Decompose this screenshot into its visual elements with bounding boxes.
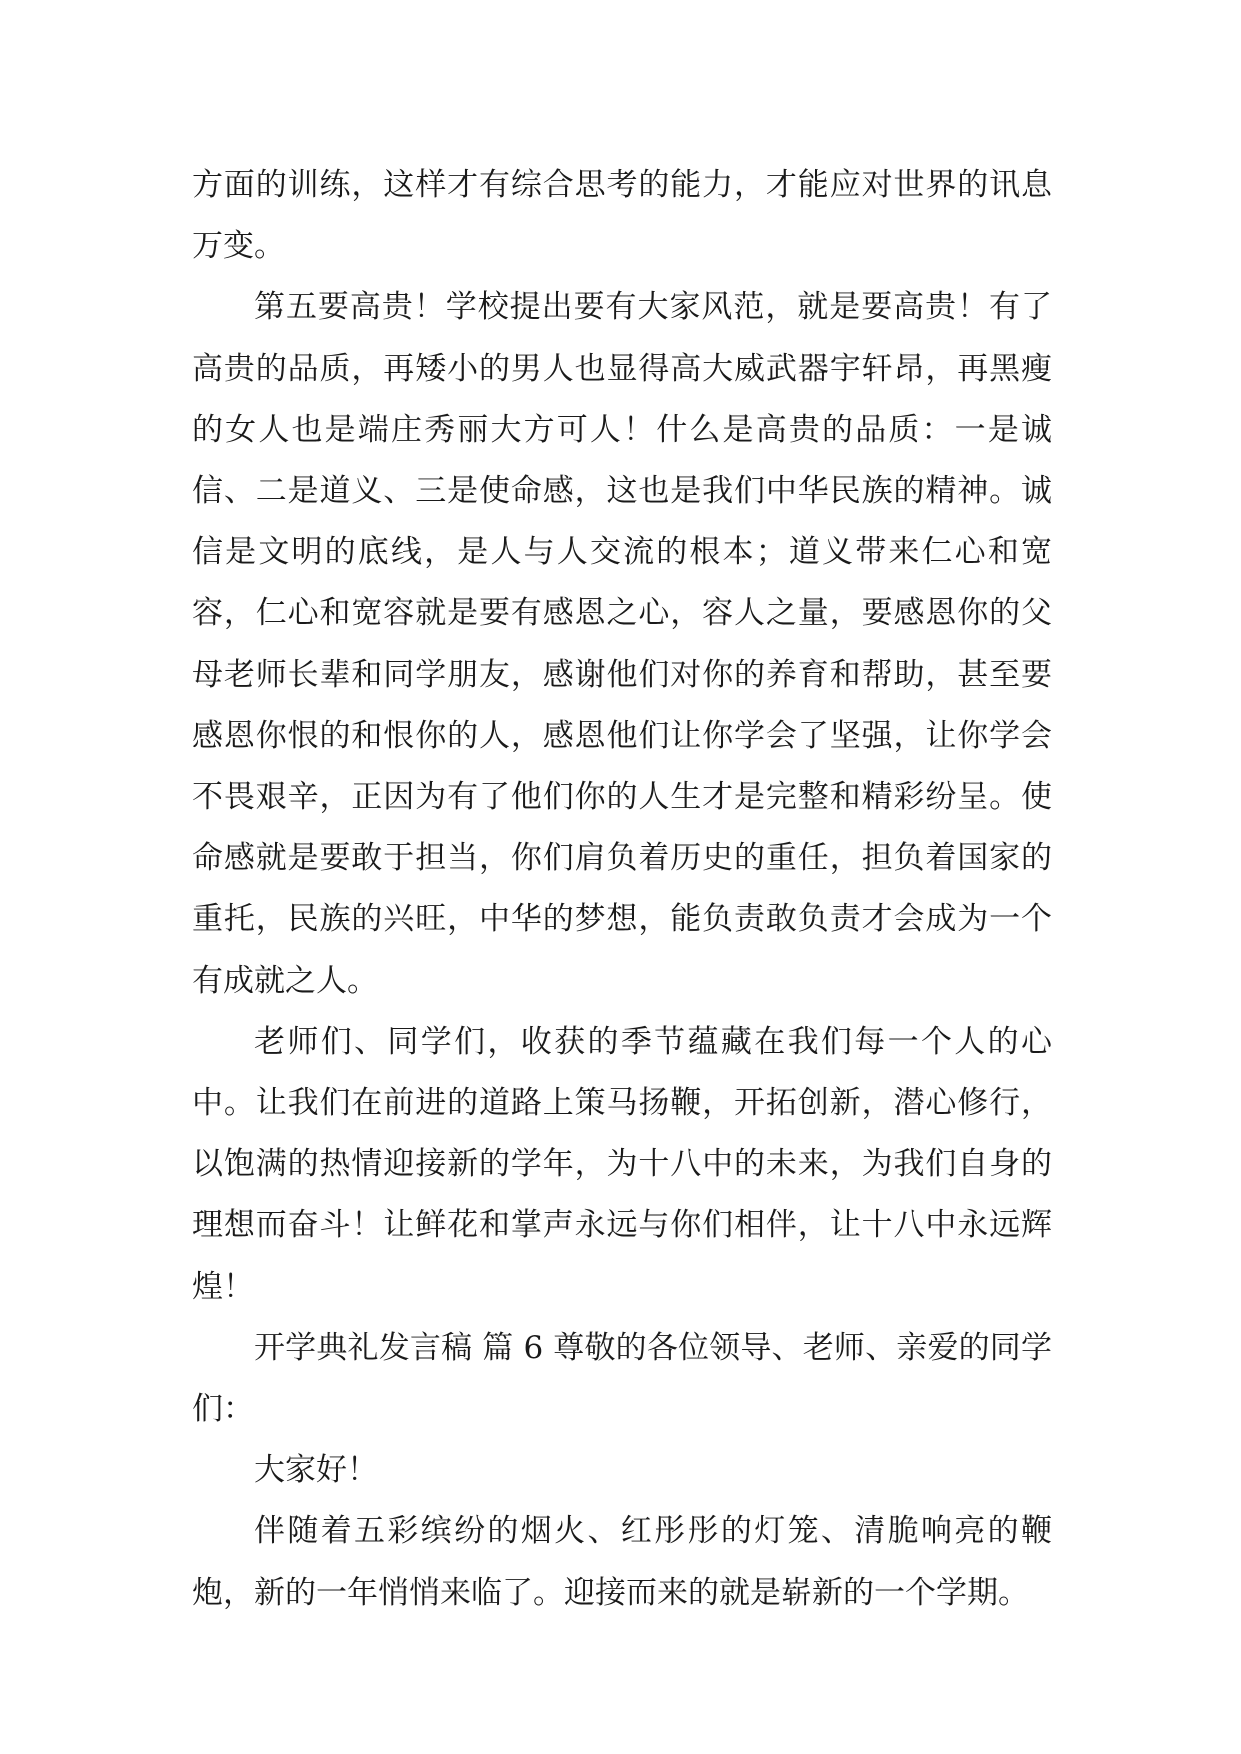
paragraph-opening: 伴随着五彩缤纷的烟火、红彤彤的灯笼、清脆响亮的鞭炮，新的一年悄悄来临了。迎接而来的就是崭新的一个学期。: [192, 1513, 1052, 1611]
paragraph-continuation: 方面的训练，这样才有综合思考的能力，才能应对世界的讯息万变。: [192, 167, 1052, 265]
paragraph-speech-6-heading: 开学典礼发言稿 篇 6 尊敬的各位领导、老师、亲爱的同学们：: [192, 1329, 1052, 1428]
paragraph-greeting: 大家好！: [254, 1452, 378, 1489]
document-body: [192, 155, 1052, 1624]
paragraph-closing: 老师们、同学们，收获的季节蕴藏在我们每一个人的心中。让我们在前进的道路上策马扬鞭，开拓创新，潜心修行，以饱满的热情迎接新的学年，为十八中的未来，为我们自身的理想而奋斗！让鲜花和掌声永远与你们相伴，让十八中永远辉煌！: [192, 1023, 1052, 1305]
paragraph-fifth-point: 第五要高贵！学校提出要有大家风范，就是要高贵！有了高贵的品质，再矮小的男人也显得高大威武器宇轩昂，再黑瘦的女人也是端庄秀丽大方可人！什么是高贵的品质：一是诚信、二是道义、三是使命感，这也是我们中华民族的精神。诚信是文明的底线，是人与人交流的根本；道义带来仁心和宽容，仁心和宽容就是要有感恩之心，容人之量，要感恩你的父母老师长辈和同学朋友，感谢他们对你的养育和帮助，甚至要感恩你恨的和恨你的人，感恩他们让你学会了坚强，让你学会不畏艰辛，正因为有了他们你的人生才是完整和精彩纷呈。使命感就是要敢于担当，你们肩负着历史的重任，担负着国家的重托，民族的兴旺，中华的梦想，能负责敢负责才会成为一个有成就之人。: [192, 289, 1052, 999]
